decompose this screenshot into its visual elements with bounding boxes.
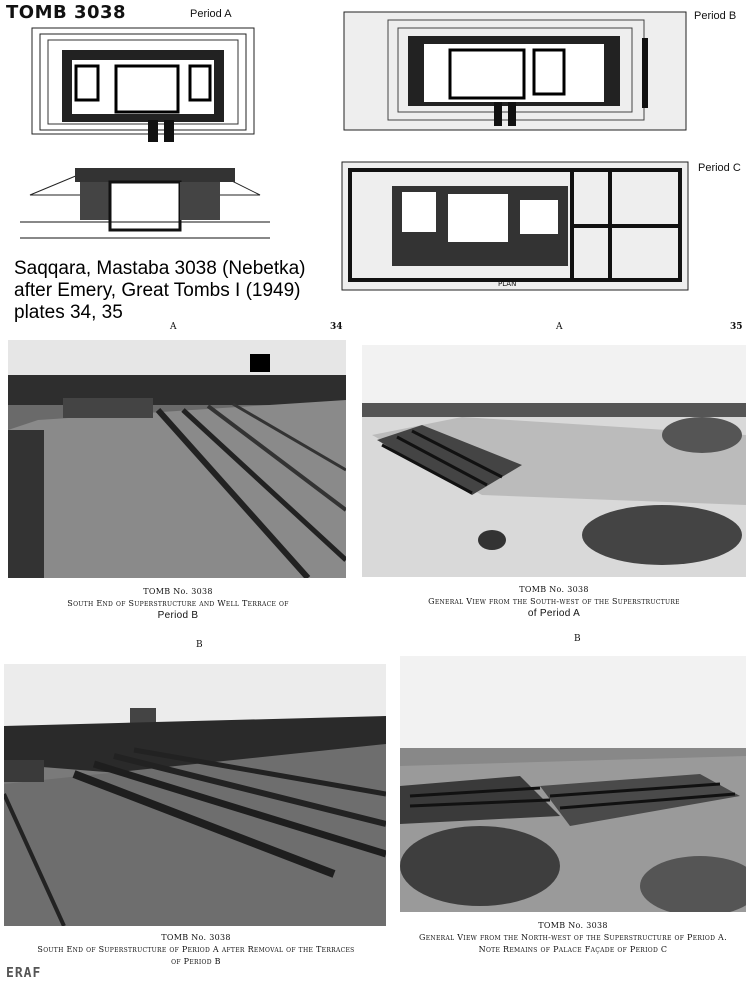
plate-35-number: 35: [730, 322, 743, 332]
photo-general-view-north-west: [400, 656, 746, 912]
photo-4-caption: [400, 920, 746, 956]
source-caption: [14, 258, 306, 324]
plan-period-c: [340, 156, 690, 296]
plate-34-number: 34: [330, 322, 343, 332]
photo-3-caption: [6, 932, 386, 968]
photo-general-view-south-west: [362, 345, 746, 577]
caption-line-3: plates 34, 35: [14, 302, 123, 323]
photo-1-tomb: TOMB No. 3038: [143, 587, 213, 596]
photo-3-tomb: TOMB No. 3038: [161, 933, 231, 942]
photo-2-caption: [362, 584, 746, 620]
period-b-label: Period B: [694, 10, 737, 22]
plate-35-b-letter: B: [574, 634, 581, 644]
period-a-label: Period A: [190, 8, 232, 20]
signature-logo: ERAF: [6, 966, 42, 981]
plate-34-letter: A: [170, 322, 177, 332]
photo-2-tomb: TOMB No. 3038: [519, 585, 589, 594]
caption-line-2: after Emery, Great Tombs I (1949): [14, 280, 301, 301]
photo-3-desc: South End of Superstructure of Period A after Removal of the Terraces: [37, 945, 355, 954]
caption-line-1: Saqqara, Mastaba 3038 (Nebetka): [14, 258, 306, 279]
photo-3-period: of Period B: [171, 957, 221, 966]
plate-35-letter: A: [556, 322, 563, 332]
photo-2-desc: General View from the South-west of the Superstructure: [428, 597, 680, 606]
plan-period-b: [342, 10, 688, 135]
plan-period-a: [30, 22, 260, 142]
photo-south-end-period-b: [8, 340, 346, 578]
plate-34-b-letter: B: [196, 640, 203, 650]
photo-4-desc: General View from the North-west of the Superstructure of Period A.: [419, 933, 727, 942]
photo-4-tomb: TOMB No. 3038: [538, 921, 608, 930]
photo-4-period: Note Remains of Palace Façade of Period C: [478, 945, 668, 954]
photo-2-period: of Period A: [527, 608, 581, 619]
photo-south-end-period-a: [4, 664, 386, 926]
section-period-a: [20, 160, 270, 240]
plan-c-label: PLAN: [498, 280, 517, 288]
photo-1-caption: [10, 586, 346, 622]
period-c-label: Period C: [698, 162, 741, 174]
page-title: TOMB 3038: [6, 2, 127, 23]
photo-1-period: Period B: [157, 610, 199, 621]
photo-1-desc: South End of Superstructure and Well Terrace of: [67, 599, 289, 608]
